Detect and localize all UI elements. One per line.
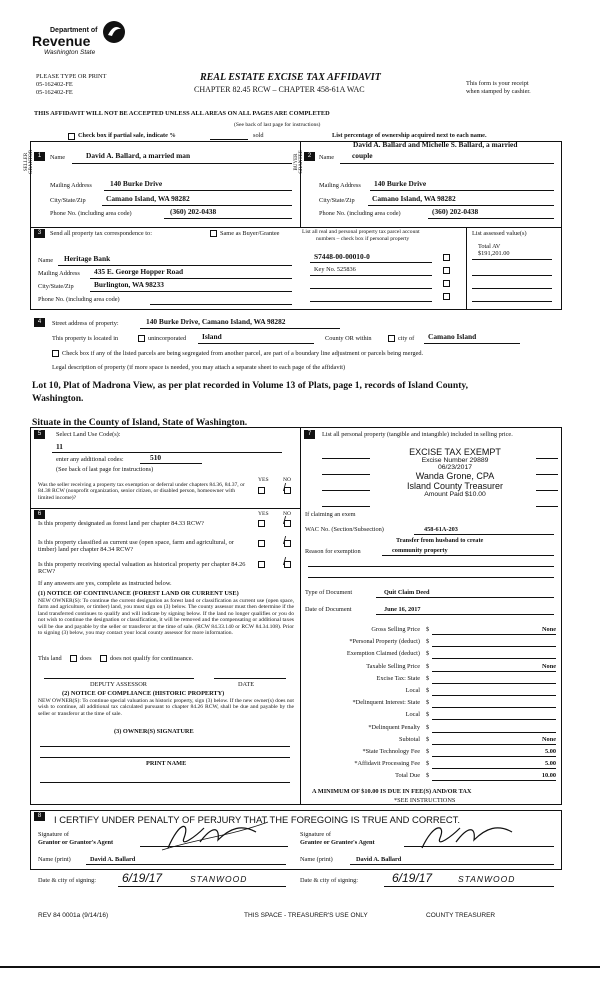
treasurer-use-label: THIS SPACE - TREASURER'S USE ONLY [244,912,368,919]
fee-currency: $ [426,736,430,743]
fee-currency: $ [426,699,430,706]
fee-value[interactable]: None [542,736,556,743]
fee-currency: $ [426,675,430,682]
notice-continuance-title: (1) NOTICE OF CONTINUANCE (FOREST LAND OR CURRENT USE) [38,590,239,597]
section-1-number: 1 [34,152,45,161]
seller-mail-label: Mailing Address [50,182,92,189]
seller-name-label: Name [50,154,66,161]
logo-state: Washington State [44,49,96,56]
fee-value[interactable]: None [542,626,556,633]
fee-currency: $ [426,772,430,779]
fee-value[interactable]: 5.00 [544,760,556,767]
corr-city-label: City/State/Zip [38,283,74,290]
grantor-sign-city[interactable]: STANWOOD [190,874,248,884]
reason-label: Reason for exemption [305,548,361,555]
grantor-sig-label-1: Signature of [38,831,69,838]
parcel-3-personal-checkbox[interactable] [443,280,450,287]
section-2-number: 2 [304,152,315,161]
logo-department: Department of [50,27,98,34]
grantee-signature-image [414,818,524,852]
parcel-4-personal-checkbox[interactable] [443,293,450,300]
legal-description-label: Legal description of property (if more space is needed, you may attach a separate sheet to each page of the affidavit) [52,364,346,371]
section-4-number: 4 [34,318,45,327]
fee-line [432,768,556,769]
buyer-name-line-2[interactable]: couple [352,151,373,160]
reason-line-1[interactable]: Transfer from husband to create [396,537,484,544]
certify-statement: I CERTIFY UNDER PENALTY OF PERJURY THAT THE FOREGOING IS TRUE AND CORRECT. [54,814,460,825]
stamp-office: Island County Treasurer [406,481,504,491]
partial-sale-label: Check box if partial sale, indicate % [78,132,176,139]
grantor-print-name[interactable]: David A. Ballard [90,856,136,863]
form-title: REAL ESTATE EXCISE TAX AFFIDAVIT [200,72,381,83]
same-as-buyer-checkbox[interactable] [210,230,217,237]
fee-label: *Delinquent Interest: State [352,699,420,706]
reason-line-2[interactable]: community property [392,547,448,554]
doc-type-label: Type of Document [305,589,353,596]
excise-stamp [380,447,530,509]
current-use-no-check-mark: / [283,535,287,547]
city-checkbox[interactable] [388,335,395,342]
sec6-yes-header: YES [258,511,269,517]
fee-label: Exemption Claimed (deduct) [346,650,420,657]
see-instructions-note: *SEE INSTRUCTIONS [394,797,456,804]
seller-side-label: SELLER GRANTOR [24,149,34,175]
section-7-number: 7 [304,430,315,439]
owner-signature-label: (3) OWNER(S) SIGNATURE [114,728,194,735]
logo-revenue: Revenue [32,33,91,49]
stamp-paid: Amount Paid $10.00 [424,491,486,498]
stamp-date: 06/23/2017 [437,464,473,471]
land-does-not-label: does not qualify for continuance. [110,655,194,662]
fee-label: *State Technology Fee [362,748,420,755]
sec6-no-header: NO [283,511,292,517]
fee-currency: $ [426,724,430,731]
exemption-no-check-mark: / [283,482,287,494]
fee-line [432,719,556,720]
buyer-mail-label: Mailing Address [319,182,361,189]
grantee-name-label: Name (print) [300,856,333,863]
street-label: Street address of property: [52,320,119,327]
fee-line [432,671,556,672]
legal-description-2[interactable]: Washington. [32,393,84,404]
seller-mail[interactable]: 140 Burke Drive [110,179,163,188]
seller-name[interactable]: David A. Ballard, a married man [86,151,191,160]
corr-phone-label: Phone No. (including area code) [38,296,120,303]
assessed-header: List assessed value(s) [472,230,527,237]
parcel-key-number[interactable]: Key No. 525836 [314,266,356,273]
print-name-line[interactable] [40,782,290,783]
grantor-sign-date[interactable]: 6/19/17 [122,871,163,885]
fee-line [432,707,556,708]
land-does-not-checkbox[interactable] [100,655,107,662]
unincorporated-checkbox[interactable] [138,335,145,342]
corr-phone-field[interactable] [150,304,292,305]
deputy-date-line[interactable] [214,678,286,679]
total-av-label: Total AV [478,243,501,250]
section-5-number: 5 [34,430,45,439]
land-does-label: does [80,655,92,662]
deputy-assessor-line[interactable] [44,678,194,679]
parcel-number-1[interactable]: S7448-00-00010-0 [314,252,370,261]
page-bottom-border [0,966,600,968]
claiming-exemption-label: If claiming an exem [305,511,356,518]
fee-line [432,683,556,684]
fee-currency: $ [426,748,430,755]
situate-statement[interactable]: Situate in the County of Island, State of Washington. [32,417,248,428]
parcel-2-personal-checkbox[interactable] [443,267,450,274]
grantor-signature-image [160,818,270,852]
grantee-date-label: Date & city of signing: [300,877,359,884]
fee-label: Excise Tax: State [376,675,420,682]
forest-land-question: Is this property designated as forest land per chapter 84.33 RCW? [38,520,204,527]
form-number-1: 05-162402-FE [36,81,73,88]
receipt-note-2: when stamped by cashier. [466,88,531,95]
parcel-header-2: numbers – check box if personal property [316,236,410,242]
grantee-sig-label-1: Signature of [300,831,331,838]
revenue-logo-mark-icon [102,20,126,44]
sec5-yes-header: YES [258,477,269,483]
wac-number[interactable]: 458-61A-203 [424,526,458,533]
seller-city[interactable]: Camano Island, WA 98282 [106,194,190,203]
doc-date-label: Date of Document [305,606,352,613]
total-av-value[interactable]: $191,201.00 [478,250,510,257]
county-treasurer-label: COUNTY TREASURER [426,912,496,919]
buyer-side-label: BUYER GRANTEE [294,150,304,174]
sec5-no-header: NO [283,477,292,483]
grantor-name-label: Name (print) [38,856,71,863]
see-back-note: (See back of last page for instructions) [234,122,321,128]
section-6-number: 6 [34,510,45,519]
grantee-sign-date[interactable]: 6/19/17 [392,871,433,885]
stamp-title: EXCISE TAX EXEMPT [409,447,501,457]
notice-continuance-body: NEW OWNER(S): To continue the current designation as forest land or classification as current use (open space, farm and agriculture, or timber) land, you must sign on (3) below. The county assessor must then determine if the land transferred continues to qualify and will indicate by signing below. If the land no longer qualifies or you do not wish to continue the designation or classification, it will be removed and the compensating or additional taxes will be due and payable by the seller or transferor at the time of sale. (RCW 84.33.140 or RCW 84.34.108). Prior to signing (3) below, you may contact your local county assessor for more information. [38,598,294,637]
historic-yes-checkbox[interactable] [258,561,265,568]
if-any-yes-note: If any answers are yes, complete as instructed below. [38,580,172,587]
ownership-percent-note: List percentage of ownership acquired next to each name. [332,132,487,139]
grantor-sig-label-2: Grantor or Grantor's Agent [38,839,114,846]
current-use-question: Is this property classified as current use (open space, farm and agricultural, or timber) land per chapter 84.34 RCW? [38,539,234,554]
land-use-see-back: (See back of last page for instructions) [56,466,154,473]
county-value[interactable]: Island [202,332,222,341]
fee-currency: $ [426,626,430,633]
buyer-phone-label: Phone No. (including area code) [319,210,401,217]
deputy-date-label: DATE [238,681,255,688]
correspondence-label: Send all property tax correspondence to: [50,230,152,237]
parcel-header-1: List all real and personal property tax parcel account [302,229,420,235]
located-label: This property is located in [52,335,119,342]
fee-currency: $ [426,650,430,657]
fee-line [432,744,556,745]
parcel-3-field[interactable] [310,288,432,289]
fee-line [432,634,556,635]
corr-mail-label: Mailing Address [38,270,80,277]
exemption-yes-checkbox[interactable] [258,487,265,494]
owner-signature-line[interactable] [40,746,290,747]
fee-label: *Delinquent Penalty [368,724,420,731]
doc-date[interactable]: June 16, 2017 [384,606,421,613]
segregated-checkbox[interactable] [52,350,59,357]
city-of-label: city of [398,335,415,342]
parcel-4-field[interactable] [310,301,432,302]
buyer-city[interactable]: Camano Island, WA 98282 [372,194,456,203]
fee-line [432,780,556,781]
seller-city-label: City/State/Zip [50,197,86,204]
fee-line [432,646,556,647]
county-or-within-label: County OR within [325,335,372,342]
additional-codes[interactable]: 510 [150,453,162,462]
city-value[interactable]: Camano Island [428,332,477,341]
form-number-2: 05-162402-FE [36,89,73,96]
section-3-number: 3 [34,229,45,238]
buyer-name-line-1[interactable]: David A. Ballard and Michelle S. Ballard, a married [353,140,518,149]
completion-warning: THIS AFFIDAVIT WILL NOT BE ACCEPTED UNLESS ALL AREAS ON ALL PAGES ARE COMPLETED [34,110,330,117]
section-8-number: 8 [34,812,45,821]
partial-sale-checkbox[interactable] [68,133,75,140]
corr-name-label: Name [38,257,54,264]
buyer-city-label: City/State/Zip [319,197,355,204]
stamp-number: Excise Number 29889 [421,457,489,464]
fee-label: Taxable Selling Price [366,663,420,670]
grantor-date-label: Date & city of signing: [38,877,97,884]
land-use-code[interactable]: 11 [56,442,63,451]
doc-type[interactable]: Quit Claim Deed [384,589,430,596]
fee-value[interactable]: 10.00 [541,772,556,779]
personal-property-label: List all personal property (tangible and intangible) included in selling price. [322,431,513,438]
buyer-mail[interactable]: 140 Burke Drive [374,179,427,188]
fee-label: Gross Selling Price [371,626,420,633]
grantee-sign-city[interactable]: STANWOOD [458,874,516,884]
this-land-label: This land [38,655,62,662]
fee-currency: $ [426,687,430,694]
fee-currency: $ [426,760,430,767]
fee-label: Total Due [395,772,420,779]
receipt-note-1: This form is your receipt [466,80,529,87]
same-as-buyer-label: Same as Buyer/Grantee [220,230,280,237]
grantee-sig-label-2: Grantee or Grantee's Agent [300,839,375,846]
property-street[interactable]: 140 Burke Drive, Camano Island, WA 98282 [146,317,286,326]
exemption-question: Was the seller receiving a property tax exemption or deferral under chapters 84.36, 84.37, or 84.38 RCW (nonprofit organization, senior citizen, or disabled person, homeowner with limited income)? [38,482,245,501]
unincorporated-label: unincorporated [148,335,187,342]
fee-value[interactable]: 5.00 [544,748,556,755]
legal-description-1[interactable]: Lot 10, Plat of Madrona View, as per plat recorded in Volume 13 of Plats, page 1, records of Island County, [32,380,469,391]
segregated-label: Check box if any of the listed parcels are being segregated from another parcel, are part of a boundary line adjustment or parcels being merged. [62,350,424,357]
fee-label: *Affidavit Processing Fee [354,760,420,767]
fee-line [432,658,556,659]
minimum-due-note: A MINIMUM OF $10.00 IS DUE IN FEE(S) AND/OR TAX [312,788,472,795]
notice-compliance-title: (2) NOTICE OF COMPLIANCE (HISTORIC PROPERTY) [62,690,225,697]
fee-line [432,695,556,696]
corr-mail[interactable]: 435 E. George Hopper Road [94,267,184,276]
corr-city[interactable]: Burlington, WA 98233 [94,280,164,289]
fee-currency: $ [426,663,430,670]
stamp-name: Wanda Grone, CPA [415,471,495,481]
corr-name[interactable]: Heritage Bank [64,254,111,263]
historic-no-check-mark: / [283,556,287,568]
land-does-checkbox[interactable] [70,655,77,662]
print-name-label: PRINT NAME [146,760,187,767]
fee-line [432,732,556,733]
forest-yes-checkbox[interactable] [258,520,265,527]
fee-currency: $ [426,711,430,718]
buyer-phone[interactable]: (360) 202-0438 [432,207,479,216]
fee-value[interactable]: None [542,663,556,670]
fee-label: *Personal Property (deduct) [349,638,420,645]
sold-label: sold [253,132,264,139]
fee-line [432,756,556,757]
fee-label: Local [405,711,420,718]
grantee-print-name[interactable]: David A. Ballard [356,856,402,863]
fee-label: Local [405,687,420,694]
buyer-name-label: Name [319,154,335,161]
current-use-yes-checkbox[interactable] [258,540,265,547]
deputy-assessor-label: DEPUTY ASSESSOR [90,681,147,688]
form-chapter: CHAPTER 82.45 RCW – CHAPTER 458-61A WAC [194,85,365,94]
additional-codes-label: enter any additional codes: [56,456,124,463]
form-revision: REV 84 0001a (9/14/16) [38,912,109,919]
historic-question: Is this property receiving special valuation as historical property per chapter 84.26 RCW? [38,561,246,576]
forest-no-check-mark: / [283,515,287,527]
fee-currency: $ [426,638,430,645]
parcel-1-personal-checkbox[interactable] [443,254,450,261]
revenue-logo [32,18,142,62]
fee-label: Subtotal [399,736,420,743]
seller-phone-label: Phone No. (including area code) [50,210,132,217]
partial-percent-field[interactable] [210,139,248,140]
land-use-label: Select Land Use Code(s): [56,431,121,438]
seller-phone[interactable]: (360) 202-0438 [170,207,217,216]
notice-compliance-body: NEW OWNER(S): To continue special valuation as historic property, sign (3) below. If the new owner(s) does not wish to continue, all additional tax calculated pursuant to chapter 84.26 RCW, shall be due and payable by the seller or transferor at the time of sale. [38,698,294,717]
wac-label: WAC No. (Section/Subsection) [305,526,384,533]
print-note: PLEASE TYPE OR PRINT [36,73,107,80]
